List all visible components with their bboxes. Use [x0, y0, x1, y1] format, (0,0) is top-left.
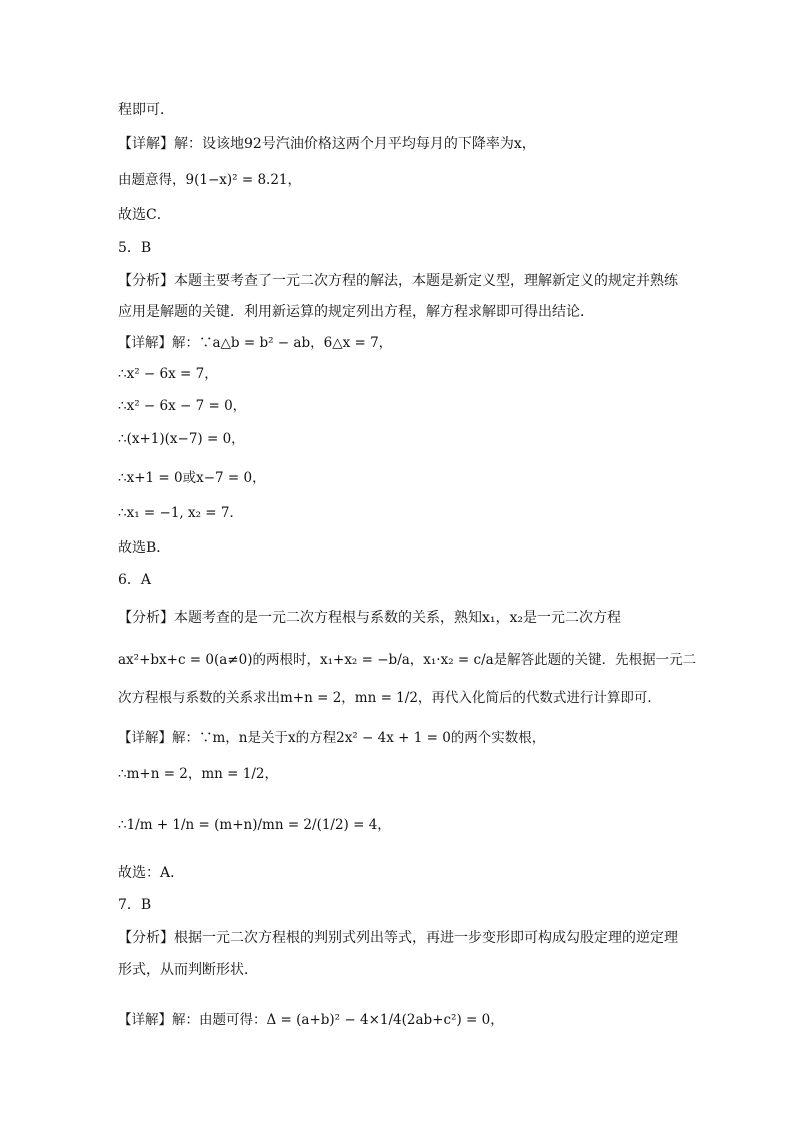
line-8: 【详解】解：∵a△b = b² − ab，6△x = 7， — [118, 335, 393, 351]
line-6: 【分析】本题主要考查了一元二次方程的解法，本题是新定义型，理解新定义的规定并熟练 — [118, 273, 678, 289]
line-25: 形式，从而判断形状． — [118, 962, 258, 978]
line-10: ∴x² − 6x − 7 = 0， — [118, 398, 247, 414]
line-19: 【详解】解：∵m，n是关于x的方程2x² − 4x + 1 = 0的两个实数根， — [118, 730, 546, 746]
line-1: 程即可． — [118, 102, 174, 118]
line-9: ∴x² − 6x = 7， — [118, 366, 218, 382]
line-15: 6．A — [118, 572, 152, 588]
line-12: ∴x+1 = 0或x−7 = 0， — [118, 470, 266, 486]
line-5: 5．B — [118, 240, 152, 256]
line-22: 故选：A． — [118, 865, 185, 881]
line-24: 【分析】根据一元二次方程根的判别式列出等式，再进一步变形即可构成勾股定理的逆定理 — [118, 930, 678, 946]
line-13: ∴x₁ = −1, x₂ = 7． — [118, 505, 244, 521]
line-20: ∴m+n = 2，mn = 1/2， — [118, 766, 278, 782]
line-14: 故选B． — [118, 540, 171, 556]
line-2: 【详解】解：设该地92号汽油价格这两个月平均每月的下降率为x， — [118, 136, 536, 152]
line-11: ∴(x+1)(x−7) = 0， — [118, 431, 245, 447]
line-21: ∴1/m + 1/n = (m+n)/mn = 2/(1/2) = 4， — [118, 817, 391, 833]
line-23: 7．B — [118, 897, 152, 913]
line-26: 【详解】解：由题可得：Δ = (a+b)² − 4×1/4(2ab+c²) = 0， — [118, 1012, 504, 1028]
line-4: 故选C． — [118, 207, 171, 223]
line-17: ax²+bx+c = 0(a≠0)的两根时，x₁+x₂ = −b/a，x₁·x₂ = c/a是解答此题的关键．先根据一元二 — [118, 652, 697, 668]
line-7: 应用是解题的关键．利用新运算的规定列出方程，解方程求解即可得出结论． — [118, 304, 594, 320]
line-18: 次方程根与系数的关系求出m+n = 2，mn = 1/2，再代入化简后的代数式进行计算即可． — [118, 690, 661, 706]
line-16: 【分析】本题考查的是一元二次方程根与系数的关系，熟知x₁，x₂是一元二次方程 — [118, 610, 622, 626]
line-3: 由题意得，9(1−x)² = 8.21， — [118, 172, 302, 188]
